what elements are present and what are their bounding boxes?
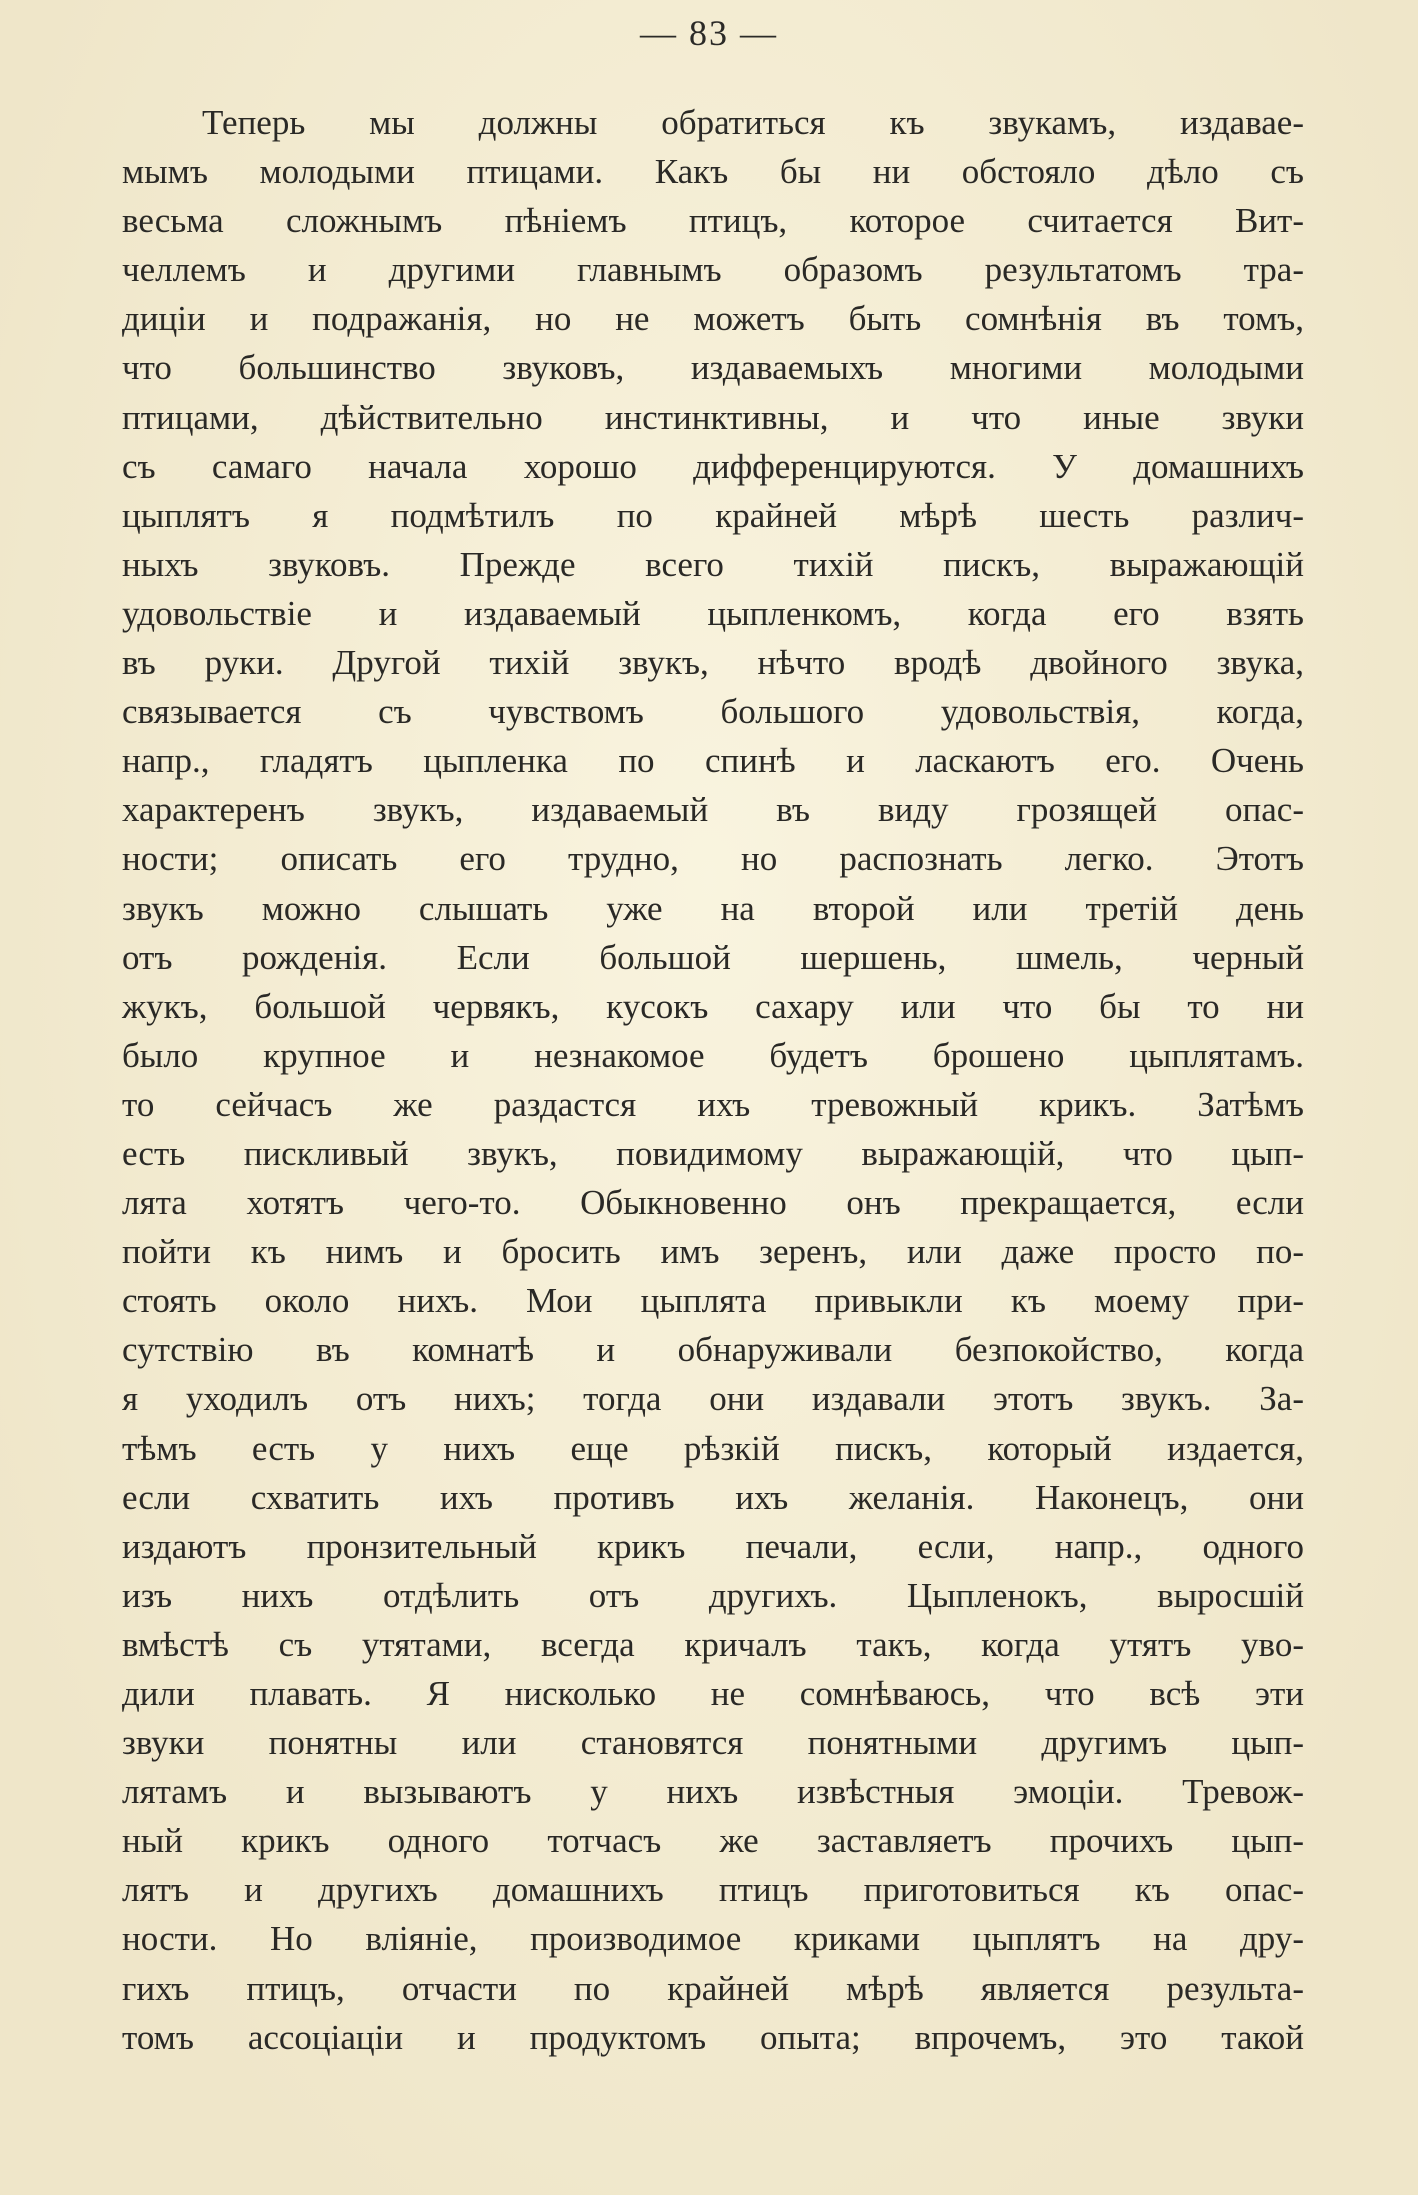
text-line: сутствію въ комнатѣ и обнаруживали безпокойство, когда — [122, 1330, 1304, 1370]
text-line: связывается съ чувствомъ большого удовольствія, когда, — [122, 692, 1304, 732]
text-line: ности. Но вліяніе, производимое криками цыплятъ на дру- — [122, 1919, 1304, 1959]
text-line: стоять около нихъ. Мои цыплята привыкли къ моему при- — [122, 1281, 1304, 1321]
text-line: изъ нихъ отдѣлить отъ другихъ. Цыпленокъ, выросшій — [122, 1575, 1304, 1615]
text-line: если схватить ихъ противъ ихъ желанія. Наконецъ, они — [122, 1477, 1304, 1517]
text-line: звукъ можно слышать уже на второй или третій день — [122, 888, 1304, 928]
text-line: вмѣстѣ съ утятами, всегда кричалъ такъ, когда утятъ уво- — [122, 1624, 1304, 1664]
text-line: въ руки. Другой тихій звукъ, нѣчто вродѣ двойного звука, — [122, 643, 1304, 683]
text-line: челлемъ и другими главнымъ образомъ результатомъ тра- — [122, 250, 1304, 290]
text-line: гихъ птицъ, отчасти по крайней мѣрѣ является результа- — [122, 1968, 1304, 2008]
text-line: характеренъ звукъ, издаваемый въ виду грозящей опас- — [122, 790, 1304, 830]
text-line: ности; описать его трудно, но распознать легко. Этотъ — [122, 839, 1304, 879]
text-line: что большинство звуковъ, издаваемыхъ многими молодыми — [122, 348, 1304, 388]
text-line: есть пискливый звукъ, повидимому выражающій, что цып- — [122, 1133, 1304, 1173]
text-line: напр., гладятъ цыпленка по спинѣ и ласкаютъ его. Очень — [122, 741, 1304, 781]
text-line: диціи и подражанія, но не можетъ быть сомнѣнія въ томъ, — [122, 299, 1304, 339]
paragraph-text — [122, 98, 1304, 2062]
text-line: цыплятъ я подмѣтилъ по крайней мѣрѣ шесть различ- — [122, 495, 1304, 535]
text-line: лятамъ и вызываютъ у нихъ извѣстныя эмоціи. Тревож- — [122, 1772, 1304, 1812]
text-line: я уходилъ отъ нихъ; тогда они издавали этотъ звукъ. За- — [122, 1379, 1304, 1419]
text-line: то сейчасъ же раздастся ихъ тревожный крикъ. Затѣмъ — [122, 1084, 1304, 1124]
text-line: тѣмъ есть у нихъ еще рѣзкій пискъ, который издается, — [122, 1428, 1304, 1468]
text-line: было крупное и незнакомое будетъ брошено цыплятамъ. — [122, 1035, 1304, 1075]
text-line: ныхъ звуковъ. Прежде всего тихій пискъ, выражающій — [122, 544, 1304, 584]
text-line: лятъ и другихъ домашнихъ птицъ приготовиться къ опас- — [122, 1870, 1304, 1910]
text-line: весьма сложнымъ пѣніемъ птицъ, которое считается Вит- — [122, 201, 1304, 241]
text-line: пойти къ нимъ и бросить имъ зеренъ, или даже просто по- — [122, 1232, 1304, 1272]
text-line: дили плавать. Я нисколько не сомнѣваюсь, что всѣ эти — [122, 1674, 1304, 1713]
page-number: — 83 — — [640, 13, 778, 53]
text-line: птицами, дѣйствительно инстинктивны, и что иные звуки — [122, 397, 1304, 437]
text-line: издаютъ пронзительный крикъ печали, если, напр., одного — [122, 1526, 1304, 1566]
text-line: удовольствіе и издаваемый цыпленкомъ, когда его взять — [122, 593, 1304, 633]
text-line: томъ ассоціаціи и продуктомъ опыта; впрочемъ, это такой — [122, 2017, 1304, 2057]
text-line: съ самаго начала хорошо дифференцируются. У домашнихъ — [122, 446, 1304, 486]
text-line: мымъ молодыми птицами. Какъ бы ни обстояло дѣло съ — [122, 152, 1304, 192]
text-line: звуки понятны или становятся понятными другимъ цып- — [122, 1723, 1304, 1763]
text-line: Теперь мы должны обратиться къ звукамъ, издавае- — [202, 103, 1304, 142]
text-line: жукъ, большой червякъ, кусокъ сахару или что бы то ни — [122, 986, 1304, 1026]
text-line: лята хотятъ чего-то. Обыкновенно онъ прекращается, если — [122, 1183, 1304, 1223]
text-line: ный крикъ одного тотчасъ же заставляетъ прочихъ цып- — [122, 1821, 1304, 1861]
text-line: отъ рожденія. Если большой шершень, шмель, черный — [122, 937, 1304, 977]
